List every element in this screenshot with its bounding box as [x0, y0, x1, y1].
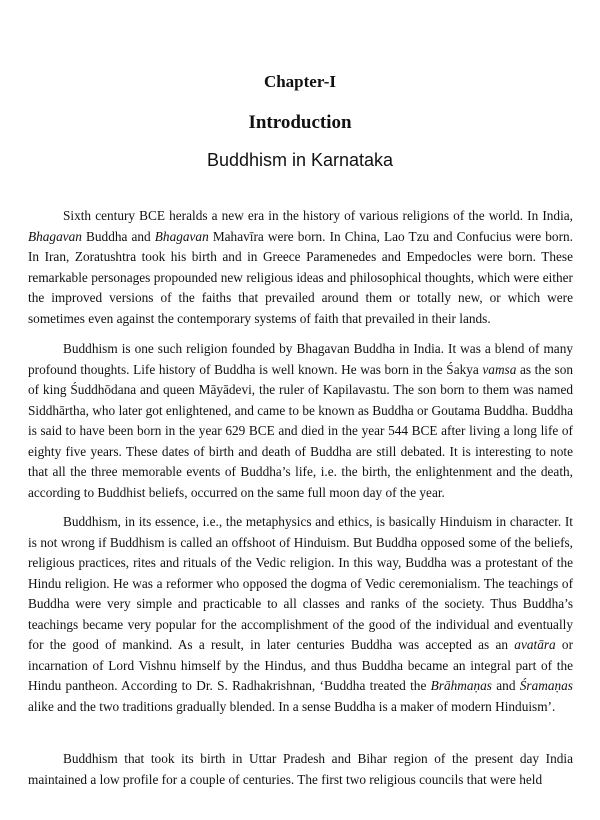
text-run: alike and the two traditions gradually blended. In a sense Buddha is a maker of modern Hinduism’. [28, 698, 556, 714]
chapter-title: Introduction [248, 112, 352, 133]
chapter-label: Chapter-I [263, 72, 337, 91]
paragraph-3 [28, 512, 573, 736]
paragraph-4-text [28, 749, 573, 790]
text-run: Buddhism is one such religion founded by Bhagavan Buddha in India. It was a blend of many profound thoughts. Life history of Buddha is well known. He was born in the Śakya [28, 341, 573, 377]
text-run: Buddhism, in its essence, i.e., the metaphysics and ethics, is basically Hinduism in character. It is not wrong if Buddhism is called an offshoot of Hinduism. But Buddha opposed some of the beliefs, religious practices, rites and rituals of the Vedic religion. In this way, Buddha was a protestant of the Hindu religion. He was a reformer who opposed the dogma of Vedic ceremonialism. The teachings of Buddha were very simple and practicable to all classes and ranks of the society. Thus Buddha’s teachings became very popular for the accomplishment of the good of the individual and eventually for the good of mankind. As a result, in later centuries Buddha was accepted as an [28, 514, 573, 652]
italic-term: avatāra [514, 637, 556, 652]
text-run: or incarnation of Lord Vishnu himself by the Hindus, and thus Buddha became an integral part of the Hindu pantheon. According to Dr. S. Radhakrishnan, ‘Buddha treated the [28, 637, 574, 693]
italic-term: vamsa [482, 361, 517, 377]
italic-term: Śramaṇas [519, 678, 573, 693]
text-run: as the son of king Śuddhōdana and queen Māyādevi, the ruler of Kapilavastu. The son born to them was named Siddhārtha, who later got enlightened, and came to be known as Buddha or Goutama Buddha. Buddha is said to have been born in the year 629 BCE and died in the year 544 BCE after living a long life of eighty five years. These dates of birth and death of Buddha are still debated. It is interesting to note that all the three memorable events of Buddha’s life, i.e. the birth, the enlightenment and the death, according to Buddhist beliefs, occurred on the same full moon day of the year. [28, 361, 573, 500]
paragraph-4 [28, 749, 573, 790]
text-run: and [491, 678, 520, 693]
paragraph-2 [28, 339, 573, 522]
paragraph-2-text [28, 339, 573, 503]
italic-term: Bhagavan [28, 228, 82, 244]
text-run: Buddha and [81, 228, 155, 244]
text-run: Mahavīra were born. In China, Lao Tzu and Confucius were born. In Iran, Zoratushtra took his birth and in Greece Paramenedes and Empedocles were born. These remarkable personages propounded new religious ideas and philosophical thoughts, which were either the improved versions of the faiths that prevailed around them or totally new, or which were sometimes even against the contemporary systems of faith that prevailed in their lands. [28, 228, 573, 326]
text-run: Sixth century BCE heralds a new era in the history of various religions of the world. In India, [63, 208, 573, 223]
italic-term: Bhagavan [154, 228, 209, 244]
paragraph-1-text [28, 206, 573, 329]
text-run: Buddhism that took its birth in Uttar Pradesh and Bihar region of the present day India maintained a low profile for a couple of centuries. The first two religious councils that were held [28, 751, 573, 787]
chapter-subtitle: Buddhism in Karnataka [206, 150, 394, 170]
paragraph-1 [28, 206, 573, 348]
paragraph-3-text [28, 512, 573, 717]
italic-term: Brāhmaṇas [430, 678, 492, 693]
